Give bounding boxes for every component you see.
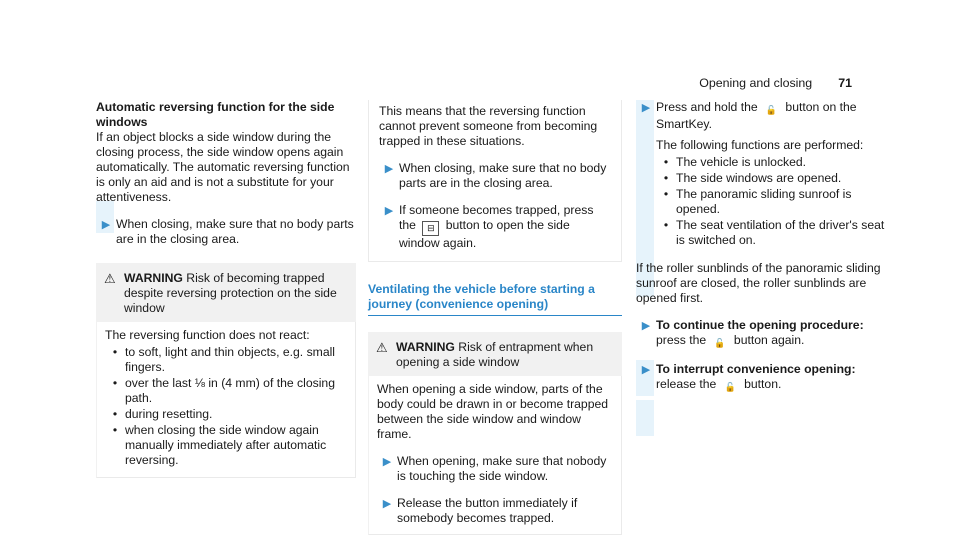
intro-paragraph: If an object blocks a side window during the closing process, the side window opens again automatically. The automatic reversing function is only an aid and is not a substitute for your attentiveness. [96,130,350,204]
page-header [699,76,852,91]
list-item: • The seat ventilation of the driver's seat is switched on. [663,218,885,247]
section-title: Ventilating the vehicle before starting a journey (convenience opening) [368,282,622,316]
action-stripe [636,400,654,436]
action-text: When closing, make sure that no body parts are in the closing area. [399,161,607,190]
play-arrow-icon: ▶ [101,219,111,231]
warning-body [368,376,622,535]
warning-title: Risk of entrapment when opening a side window [396,340,594,369]
warning-text: The reversing function does not react: [105,328,310,342]
action-text: To continue the opening procedure: press the 🔓 button again. [656,318,864,348]
unlock-icon: 🔓 [714,338,726,348]
warning-triangle-icon: ⚠ [104,271,116,286]
column-1 [96,100,356,478]
action-text: Release the button immediately if somebody becomes trapped. [397,496,578,525]
section-heading: Automatic reversing function for the side windows [96,100,335,129]
action-text: If someone becomes trapped, press the ⊟ button to open the side window again. [399,203,594,250]
action-step [377,496,613,526]
paragraph: This means that the reversing function cannot prevent someone from becoming trapped in these situations. [379,104,598,148]
action-step [636,100,896,249]
action-text: When closing, make sure that no body parts are in the closing area. [116,217,354,246]
list-item: • when closing the side window again manually immediately after automatic reversing. [112,423,327,467]
column-2 [368,100,622,535]
action-step [96,217,356,247]
section-name: Opening and closing [699,76,813,90]
bullet-list [105,345,347,468]
action-text: When opening, make sure that nobody is touching the side window. [397,454,607,483]
paragraph: If the roller sunblinds of the panoramic sliding sunroof are closed, the roller sunblinds are opened first. [636,261,881,305]
list-item: • over the last ⅛ in (4 mm) of the closing path. [112,376,335,405]
play-arrow-icon: ▶ [382,456,392,468]
list-item: • during resetting. [112,407,213,421]
list-item: • to soft, light and thin objects, e.g. small fingers. [112,345,336,374]
unlock-icon: 🔓 [724,382,736,392]
action-text: To interrupt convenience opening: release the 🔓 button. [656,362,856,392]
action-step [379,203,611,251]
list-item: • The side windows are opened. [663,171,842,185]
action-step [377,454,613,484]
continued-panel [368,100,622,262]
list-item: • The vehicle is unlocked. [663,155,807,169]
following-text: The following functions are performed: [656,138,864,152]
warning-title: Risk of becoming trapped despite reversing protection on the side window [124,271,337,315]
list-item: • The panoramic sliding sunroof is opened. [663,187,852,216]
warning-text: When opening a side window, parts of the body could be drawn in or become trapped between the side window and window frame. [377,382,609,441]
play-arrow-icon: ▶ [382,498,392,510]
action-step [636,318,896,350]
action-step [636,362,896,394]
bullet-list [656,155,896,248]
play-arrow-icon: ▶ [384,163,394,175]
play-arrow-icon: ▶ [641,320,651,332]
window-button-icon: ⊟ [422,221,439,236]
play-arrow-icon: ▶ [641,102,651,114]
warning-box [96,263,356,478]
warning-triangle-icon: ⚠ [376,340,388,355]
warning-label: WARNING [124,271,183,285]
warning-box [368,332,622,535]
play-arrow-icon: ▶ [384,205,394,217]
action-step [379,161,611,191]
unlock-icon: 🔓 [765,105,778,115]
column-3 [636,100,896,394]
play-arrow-icon: ▶ [641,364,651,376]
page-number: 71 [838,76,852,90]
warning-body [96,322,356,478]
action-text: Press and hold the 🔓 button on the SmartKey. The following functions are performed: • The vehicle is unlocked. • The side windows are opened. • The panoramic sliding sunroof is opened. • The seat ventilation of the driver's seat is switched on. [656,100,896,249]
warning-label: WARNING [396,340,455,354]
